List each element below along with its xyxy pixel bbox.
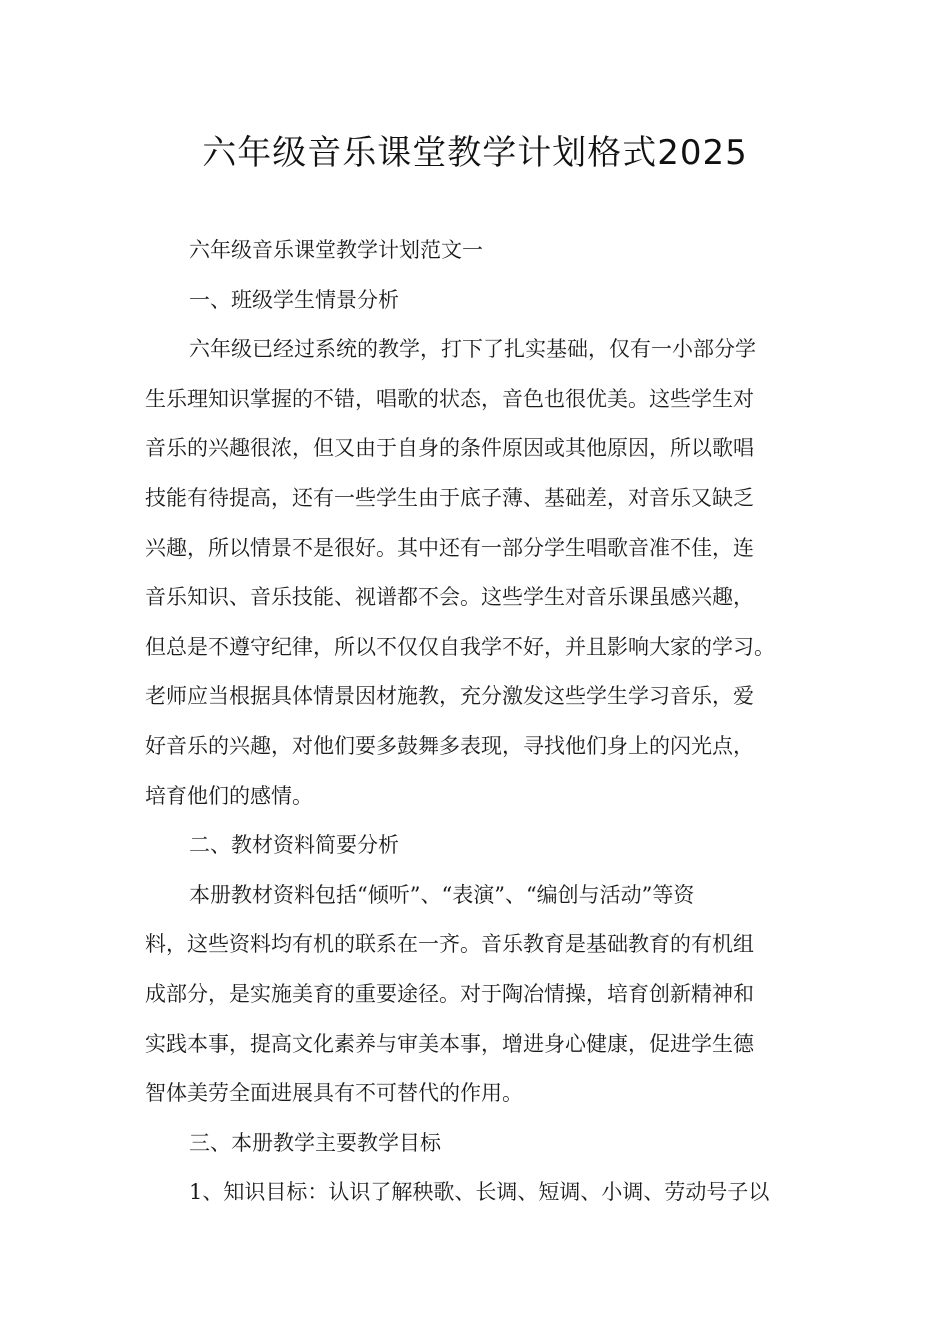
paragraph-line: 1、知识目标：认识了解秧歌、长调、短调、小调、劳动号子以 <box>189 1180 770 1205</box>
paragraph-line: 生乐理知识掌握的不错，唱歌的状态，音色也很优美。这些学生对 <box>145 386 754 411</box>
paragraph-line: 但总是不遵守纪律，所以不仅仅自我学不好，并且影响大家的学习。 <box>145 634 775 659</box>
paragraph-line: 成部分，是实施美育的重要途径。对于陶冶情操，培育创新精神和 <box>145 981 754 1006</box>
paragraph-line: 老师应当根据具体情景因材施教，充分激发这些学生学习音乐，爱 <box>145 684 754 709</box>
paragraph-line: 音乐的兴趣很浓，但又由于自身的条件原因或其他原因，所以歌唱 <box>145 436 754 461</box>
document-title: 六年级音乐课堂教学计划格式2025 <box>202 133 748 173</box>
section-heading: 三、本册教学主要教学目标 <box>189 1130 441 1155</box>
paragraph-line: 好音乐的兴趣，对他们要多鼓舞多表现，寻找他们身上的闪光点， <box>145 733 754 758</box>
paragraph-line: 兴趣，所以情景不是很好。其中还有一部分学生唱歌音准不佳，连 <box>145 535 754 560</box>
paragraph-line: 六年级音乐课堂教学计划范文一 <box>189 238 483 262</box>
paragraph-line: 本册教材资料包括“倾听”、“表演”、“编创与活动”等资 <box>189 882 695 907</box>
paragraph-line: 智体美劳全面进展具有不可替代的作用。 <box>145 1081 523 1106</box>
paragraph-line: 六年级已经过系统的教学，打下了扎实基础，仅有一小部分学 <box>189 337 756 362</box>
paragraph-line: 料，这些资料均有机的联系在一齐。音乐教育是基础教育的有机组 <box>145 932 754 957</box>
document-body <box>145 226 805 1218</box>
section-heading: 一、班级学生情景分析 <box>189 287 399 312</box>
paragraph-line: 实践本事，提高文化素养与审美本事，增进身心健康，促进学生德 <box>145 1031 754 1056</box>
section-heading: 二、教材资料简要分析 <box>189 833 399 858</box>
paragraph-line: 音乐知识、音乐技能、视谱都不会。这些学生对音乐课虽感兴趣， <box>145 585 754 610</box>
paragraph-line: 技能有待提高，还有一些学生由于底子薄、基础差，对音乐又缺乏 <box>145 485 754 510</box>
paragraph-line: 培育他们的感情。 <box>145 783 313 808</box>
